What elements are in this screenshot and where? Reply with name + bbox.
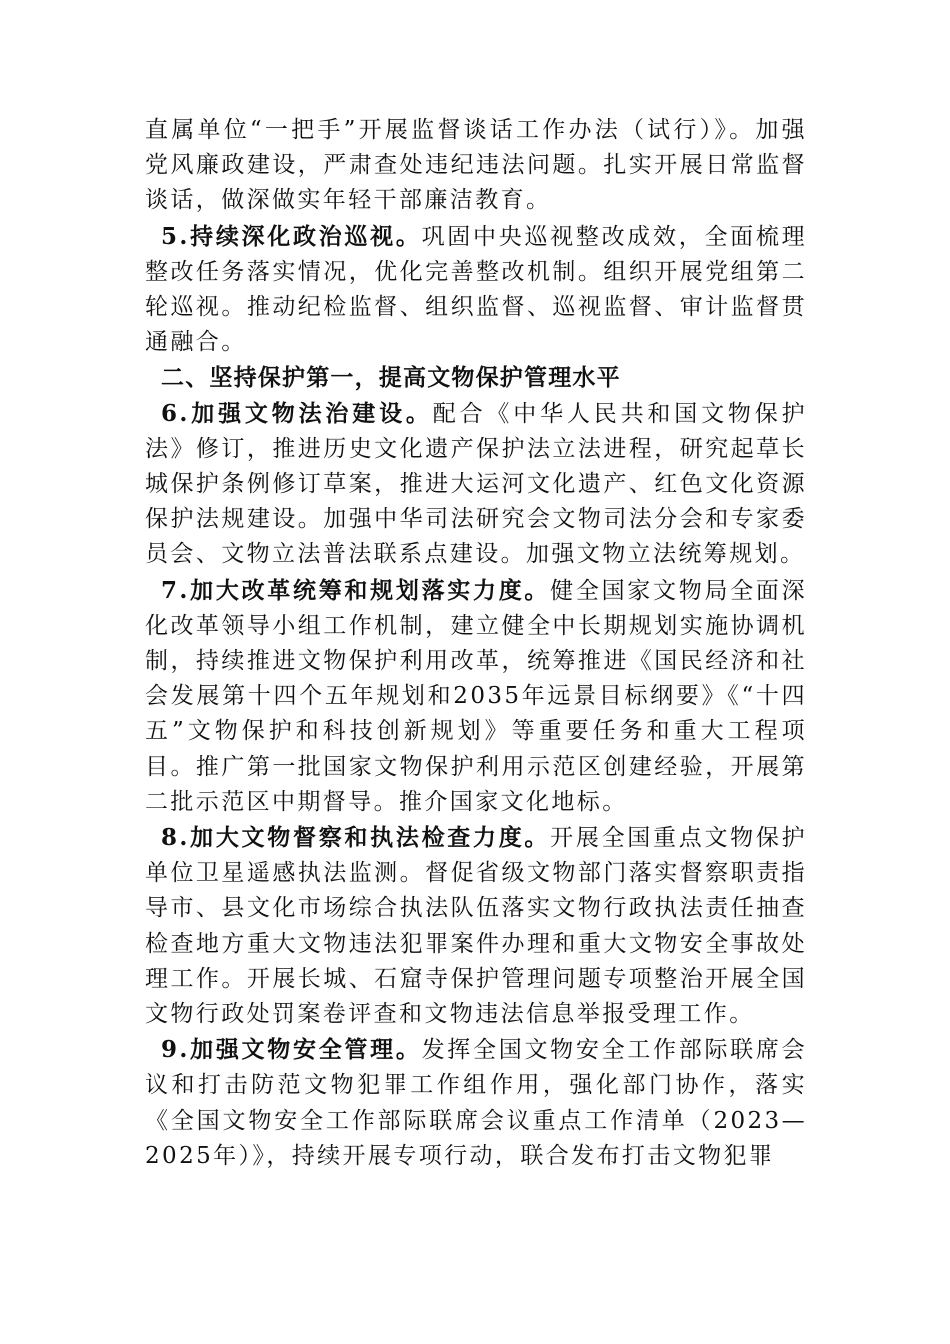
paragraph-item-9 — [145, 1032, 807, 1174]
paragraph-supervision-talk — [145, 113, 807, 219]
item-8-body: 开展全国重点文物保护单位卫星遥感执法监测。督促省级文物部门落实督察职责指导市、县文化市场综合执法队伍落实文物行政执法责任抽查检查地方重大文物违法犯罪案件办理和重大文物安全事故处理工作。开展长城、石窟寺保护管理问题专项整治开展全国文物行政处罚案卷评查和文物违法信息举报受理工作。 — [145, 825, 807, 1028]
item-6-title: 6.加强文物法治建设。 — [161, 399, 433, 427]
paragraph-item-8 — [145, 820, 807, 1032]
item-9-title: 9.加强文物安全管理。 — [161, 1036, 422, 1064]
item-7-title: 7.加大改革统筹和规划落实力度。 — [161, 576, 551, 604]
section-heading-2: 二、坚持保护第一，提高文物保护管理水平 — [161, 364, 621, 392]
item-6-body: 配合《中华人民共和国文物保护法》修订，推进历史文化遗产保护法立法进程，研究起草长城保护条例修订草案，推进大运河文化遗产、红色文化资源保护法规建设。加强中华司法研究会文物司法分会和专家委员会、文物立法普法联系点建设。加强文物立法统筹规划。 — [145, 400, 807, 568]
paragraph-item-5 — [145, 219, 807, 361]
paragraph-item-6 — [145, 396, 807, 573]
item-5-title: 5.持续深化政治巡视。 — [161, 222, 422, 250]
item-5-body: 巩固中央巡视整改成效，全面梳理整改任务落实情况，优化完善整改机制。组织开展党组第二轮巡视。推动纪检监督、组织监督、巡视监督、审计监督贯通融合。 — [145, 223, 807, 356]
document-page — [145, 113, 807, 1174]
paragraph-item-7 — [145, 573, 807, 820]
item-7-body: 健全国家文物局全面深化改革领导小组工作机制，建立健全中长期规划实施协调机制，持续推进文物保护利用改革，统筹推进《国民经济和社会发展第十四个五年规划和2035年远景目标纲要》《“十四五”文物保护和科技创新规划》等重要任务和重大工程项目。推广第一批国家文物保护利用示范区创建经验，开展第二批示范区中期督导。推介国家文化地标。 — [145, 577, 807, 815]
item-9-body: 发挥全国文物安全工作部际联席会议和打击防范文物犯罪工作组作用，强化部门协作，落实《全国文物安全工作部际联席会议重点工作清单（2023—2025年）》，持续开展专项行动，联合发布打击文物犯罪 — [145, 1037, 807, 1169]
paragraph-body: 直属单位“一把手”开展监督谈话工作办法（试行）》。加强党风廉政建设，严肃查处违纪违法问题。扎实开展日常监督谈话，做深做实年轻干部廉洁教育。 — [145, 117, 807, 214]
item-8-title: 8.加大文物督察和执法检查力度。 — [161, 824, 551, 852]
